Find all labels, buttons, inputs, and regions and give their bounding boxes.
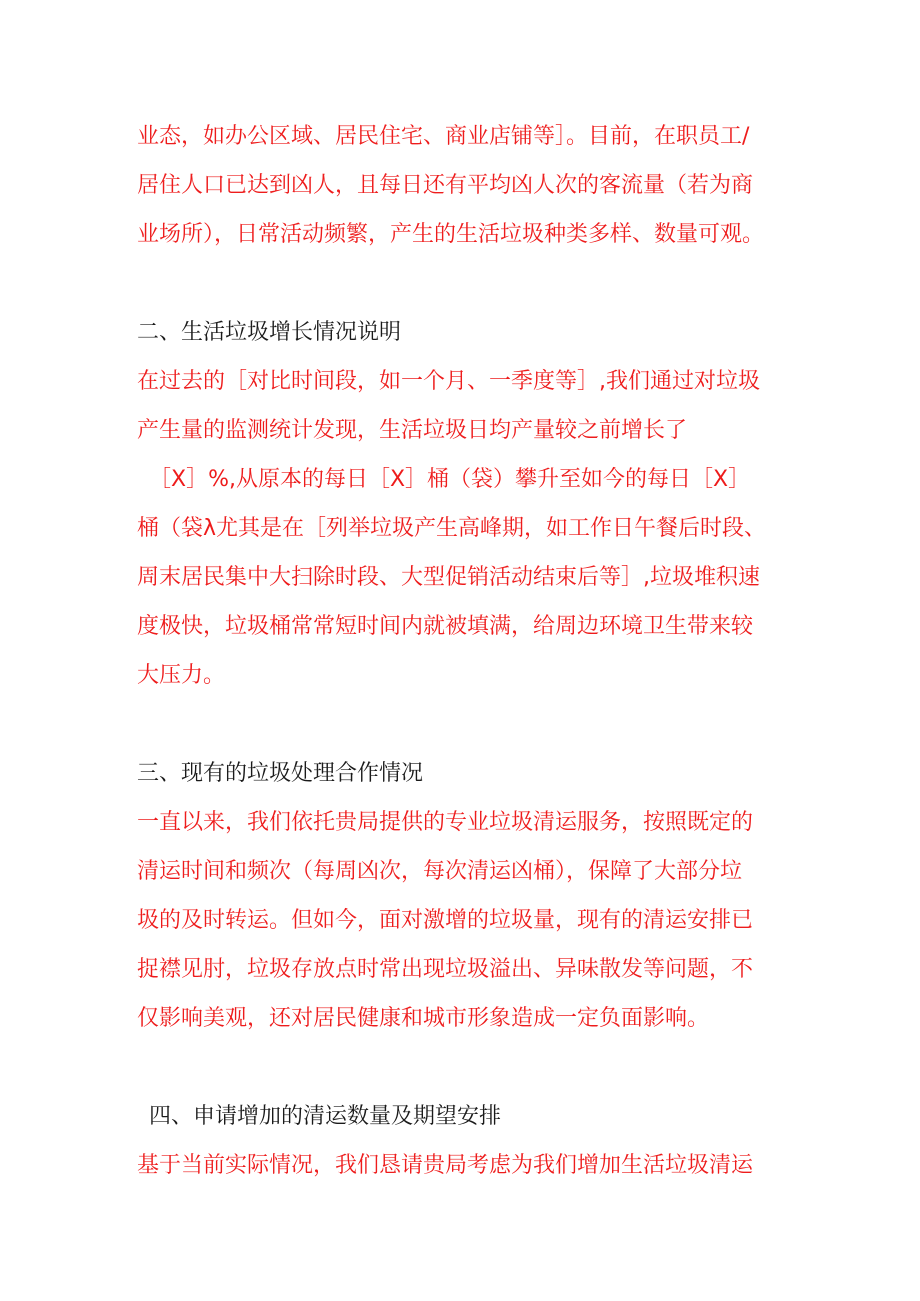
section-line: 清运时间和频次（每周凶次，每次清运凶桶），保障了大部分垃 bbox=[137, 859, 743, 884]
section-line: 圾的及时转运。但如今，面对激增的垃圾量，现有的清运安排已 bbox=[137, 908, 754, 933]
intro-line: 业态，如办公区域、居民住宅、商业店铺等］。目前，在职员工/ bbox=[137, 124, 750, 149]
paragraph-gap bbox=[137, 259, 797, 308]
intro-line: 业场所），日常活动频繁，产生的生活垃圾种类多样、数量可观。 bbox=[137, 222, 765, 247]
section-cooperation bbox=[137, 749, 797, 1043]
section-line: 产生量的监测统计发现，生活垃圾日均产量较之前增长了 bbox=[137, 418, 688, 443]
section-heading: 四、申请增加的清运数量及期望安排 bbox=[149, 1104, 502, 1129]
section-heading: 二、生活垃圾增长情况说明 bbox=[137, 320, 402, 345]
section-request bbox=[137, 1092, 797, 1190]
section-line: 周末居民集中大扫除时段、大型促销活动结束后等］,垃圾堆积速 bbox=[137, 565, 760, 590]
intro-line: 居住人口已达到凶人，且每日还有平均凶人次的客流量（若为商 bbox=[137, 173, 754, 198]
section-growth bbox=[137, 308, 797, 700]
section-line: 度极快，垃圾桶常常短时间内就被填满，给周边环境卫生带来较 bbox=[137, 614, 754, 639]
section-line: 仅影响美观，还对居民健康和城市形象造成一定负面影响。 bbox=[137, 1006, 710, 1031]
section-line: ［X］%,从原本的每日［X］桶（袋）攀升至如今的每日［X］ bbox=[149, 467, 751, 492]
section-line: 桶（袋λ尤其是在［列举垃圾产生高峰期，如工作日午餐后时段、 bbox=[137, 516, 767, 541]
section-line: 大压力。 bbox=[137, 663, 226, 688]
section-line: 基于当前实际情况，我们恳请贵局考虑为我们增加生活垃圾清运 bbox=[137, 1153, 754, 1178]
section-line: 在过去的［对比时间段，如一个月、一季度等］,我们通过对垃圾 bbox=[137, 369, 760, 394]
section-heading: 三、现有的垃圾处理合作情况 bbox=[137, 761, 424, 786]
section-line: 一直以来，我们依托贵局提供的专业垃圾清运服务，按照既定的 bbox=[137, 810, 754, 835]
document-body bbox=[137, 112, 797, 1190]
section-line: 捉襟见肘，垃圾存放点时常出现垃圾溢出、异味散发等问题，不 bbox=[137, 957, 754, 982]
paragraph-gap bbox=[137, 1043, 797, 1092]
paragraph-gap bbox=[137, 700, 797, 749]
intro-paragraph bbox=[137, 112, 797, 259]
